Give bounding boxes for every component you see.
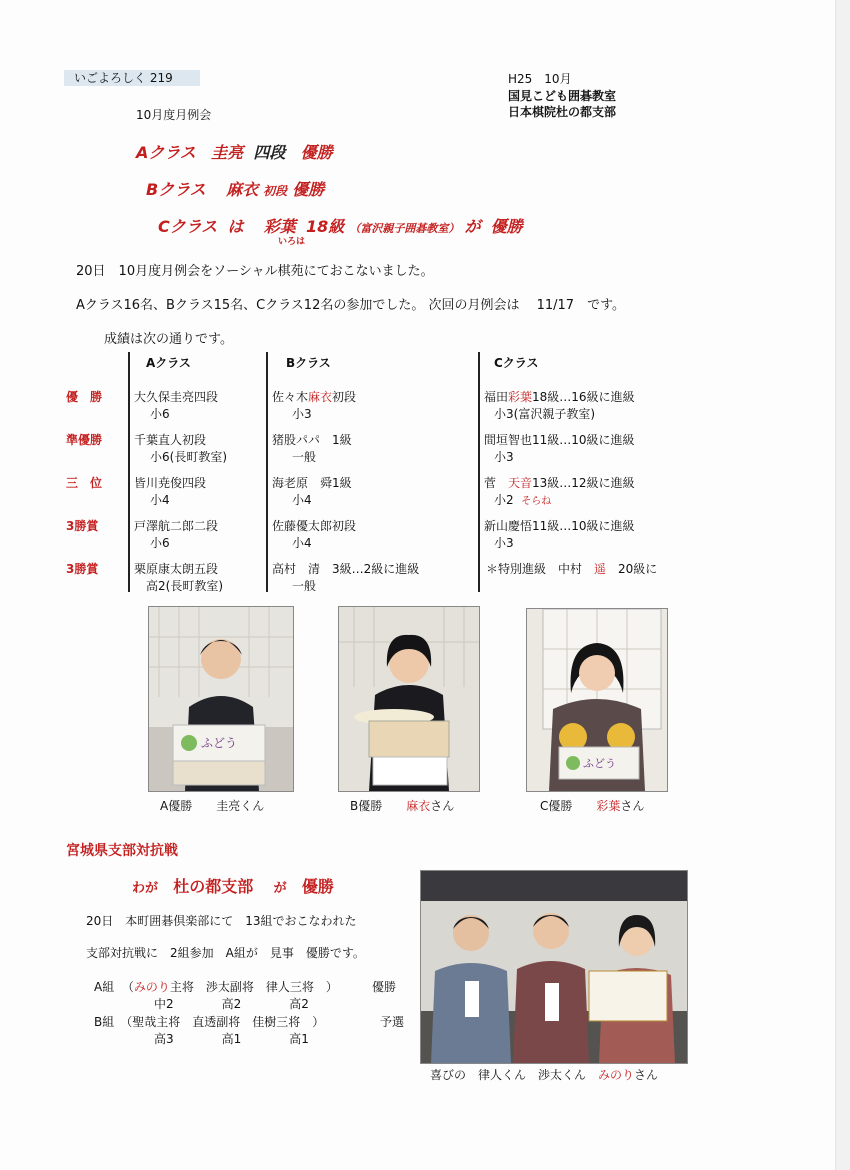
result-c-4-grade: 小3 bbox=[494, 536, 514, 550]
branch-winner-line: わが 杜の都支部 が 優勝 bbox=[132, 877, 334, 896]
c-ga: が bbox=[464, 217, 481, 236]
result-c-3-grade: 小2 そらね bbox=[494, 493, 552, 507]
team-b-line: B組 （聖哉主将 直透副将 佳樹三将 ） bbox=[94, 1015, 325, 1029]
result-b-2: 猪股パパ 1級 bbox=[272, 433, 352, 447]
result-a-1: 大久保圭亮四段 bbox=[134, 390, 219, 404]
c-class-label: Cクラス bbox=[158, 217, 218, 236]
branch-line-2: 支部対抗戦に 2組参加 A組が 見事 優勝です。 bbox=[86, 946, 365, 960]
branch-name: 杜の都支部 bbox=[173, 877, 254, 896]
rank-label-winner: 優 勝 bbox=[66, 390, 103, 404]
photo-team bbox=[420, 870, 688, 1064]
result-c-2: 間垣智也11級…10級に進級 bbox=[484, 433, 635, 447]
result-a-4: 戸澤航二郎二段 bbox=[134, 519, 219, 533]
result-a-3-grade: 小4 bbox=[150, 493, 170, 507]
result-b-1-grade: 小3 bbox=[292, 407, 312, 421]
team-b-grades: 高3 高1 高1 bbox=[154, 1032, 309, 1046]
rank-label-3win-1: 3勝賞 bbox=[66, 519, 99, 533]
header-b-class: Bクラス bbox=[286, 356, 331, 370]
c-winner-ruby: いろは bbox=[278, 237, 306, 247]
b-winner-rank: 初段 bbox=[263, 184, 288, 198]
result-c-1: 福田彩葉18級…16級に進級 bbox=[484, 390, 635, 404]
org-name-2: 日本棋院杜の都支部 bbox=[508, 105, 617, 119]
branch-section-title: 宮城県支部対抗戦 bbox=[66, 843, 178, 859]
org-name-1: 国見こども囲碁教室 bbox=[508, 89, 617, 103]
b-winner-name: 麻衣 bbox=[226, 180, 259, 199]
result-c-3: 菅 天音13級…12級に進級 bbox=[484, 476, 635, 490]
report-paragraph-3: 成績は次の通りです。 bbox=[104, 332, 233, 347]
branch-win: 優勝 bbox=[301, 877, 334, 896]
caption-a: A優勝 圭亮くん bbox=[160, 799, 265, 813]
a-class-label: Aクラス bbox=[136, 143, 196, 162]
c-ha: は bbox=[227, 217, 244, 236]
result-a-5: 栗原康太朗五段 bbox=[134, 562, 219, 576]
result-c-2-grade: 小3 bbox=[494, 450, 514, 464]
rank-label-3win-2: 3勝賞 bbox=[66, 562, 99, 576]
branch-line-1: 20日 本町囲碁倶楽部にて 13組でおこなわれた bbox=[86, 914, 357, 928]
caption-b: B優勝 麻衣さん bbox=[350, 799, 455, 813]
b-class-winner-line bbox=[146, 177, 324, 200]
report-paragraph-2: Aクラス16名、Bクラス15名、Cクラス12名の参加でした。 次回の月例会は 11/17 です。 bbox=[76, 298, 626, 313]
rank-label-third: 三 位 bbox=[66, 476, 103, 490]
b-win-label: 優勝 bbox=[292, 180, 325, 199]
result-a-2-grade: 小6(長町教室) bbox=[150, 450, 227, 464]
c-win-label: 優勝 bbox=[490, 217, 523, 236]
rank-label-runner-up: 準優勝 bbox=[66, 433, 103, 447]
a-class-winner-line bbox=[136, 140, 333, 163]
result-a-4-grade: 小6 bbox=[150, 536, 170, 550]
report-paragraph-1: 20日 10月度月例会をソーシャル棋苑にておこないました。 bbox=[76, 264, 434, 279]
monthly-title: 10月度月例会 bbox=[136, 108, 212, 122]
a-win-label: 優勝 bbox=[300, 143, 333, 162]
result-a-3: 皆川尭俊四段 bbox=[134, 476, 207, 490]
c-winner-rank: 18級 bbox=[305, 217, 345, 236]
result-c-1-grade: 小3(富沢親子教室) bbox=[494, 407, 595, 421]
a-winner-name: 圭亮 bbox=[211, 143, 244, 162]
result-a-1-grade: 小6 bbox=[150, 407, 170, 421]
result-b-3-grade: 小4 bbox=[292, 493, 312, 507]
c-class-winner-line bbox=[158, 214, 523, 237]
box-label-c: ふどう bbox=[583, 757, 616, 770]
c-winner-name: 彩葉 bbox=[263, 217, 296, 236]
result-b-3: 海老原 舜1級 bbox=[272, 476, 352, 490]
photo-b-winner bbox=[338, 606, 480, 792]
column-divider-c bbox=[478, 352, 480, 592]
b-class-label: Bクラス bbox=[146, 180, 206, 199]
result-a-5-grade: 高2(長町教室) bbox=[146, 579, 223, 593]
result-b-4: 佐藤優太郎初段 bbox=[272, 519, 357, 533]
team-a-grades: 中2 高2 高2 bbox=[154, 997, 309, 1011]
c-winner-school: （富沢親子囲碁教室） bbox=[349, 222, 460, 235]
result-b-5-grade: 一般 bbox=[292, 579, 317, 593]
page-edge bbox=[835, 0, 850, 1170]
result-b-5: 高村 清 3級…2級に進級 bbox=[272, 562, 420, 576]
header-a-class: Aクラス bbox=[146, 356, 191, 370]
photo-a-winner bbox=[148, 606, 294, 792]
photo-team-illustration bbox=[421, 871, 687, 1063]
result-b-1: 佐々木麻衣初段 bbox=[272, 390, 357, 404]
photo-b-illustration bbox=[339, 607, 479, 791]
team-photo-caption: 喜びの 律人くん 渉太くん みのりさん bbox=[430, 1068, 659, 1082]
newsletter-badge: いごよろしく 219 bbox=[64, 70, 200, 86]
result-c-5: ＊特別進級 中村 遥 20級に bbox=[486, 562, 658, 576]
column-divider-b bbox=[266, 352, 268, 592]
result-b-4-grade: 小4 bbox=[292, 536, 312, 550]
result-c-4: 新山慶悟11級…10級に進級 bbox=[484, 519, 635, 533]
team-b-result: 予選 bbox=[380, 1015, 405, 1029]
team-a-line: A組 （みのり主将 渉太副将 律人三将 ） bbox=[94, 980, 338, 994]
photo-a-illustration bbox=[149, 607, 293, 791]
caption-c: C優勝 彩葉さん bbox=[540, 799, 645, 813]
photo-c-winner bbox=[526, 608, 668, 792]
result-b-2-grade: 一般 bbox=[292, 450, 317, 464]
box-label-a: ふどう bbox=[201, 736, 238, 750]
issue-date: H25 10月 bbox=[508, 72, 572, 86]
column-divider-a bbox=[128, 352, 130, 592]
team-a-result: 優勝 bbox=[372, 980, 397, 994]
a-winner-rank: 四段 bbox=[253, 143, 286, 162]
header-c-class: Cクラス bbox=[494, 356, 539, 370]
photo-c-illustration bbox=[527, 609, 667, 791]
result-a-2: 千葉直人初段 bbox=[134, 433, 207, 447]
